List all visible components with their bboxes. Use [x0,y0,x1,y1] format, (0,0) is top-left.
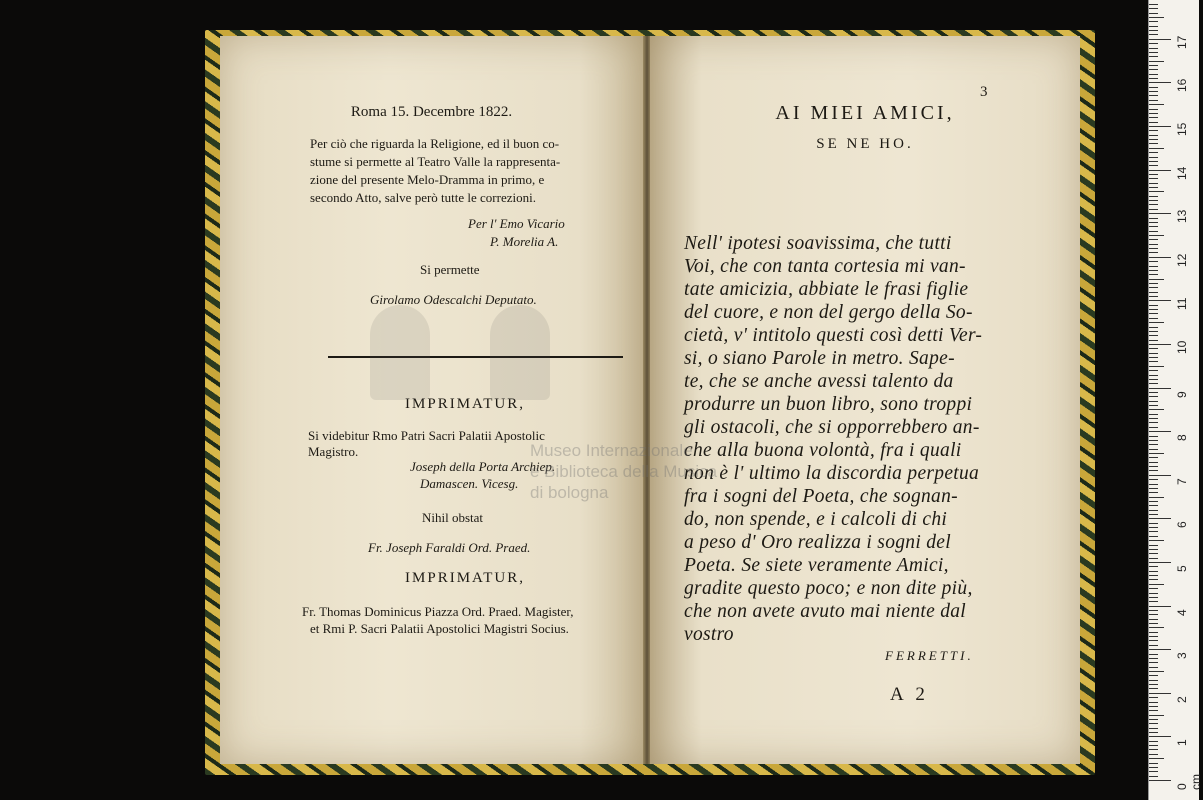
ruler-tick [1149,152,1158,153]
body-line: fra i sogni del Poeta, che sognan- [684,486,958,507]
ruler-tick [1149,571,1158,572]
ruler-tick [1149,357,1158,358]
piazza-line: et Rmi P. Sacri Palatii Apostolici Magistri Socius. [310,621,569,636]
ruler-tick [1149,697,1158,698]
ruler-tick [1149,754,1158,755]
ruler-tick [1149,8,1158,9]
ruler-tick [1149,693,1171,694]
ruler-tick [1149,767,1158,768]
deputato-signature: Girolamo Odescalchi Deputato. [370,292,537,307]
ruler-tick [1149,745,1158,746]
chapter-title: AI MIEI AMICI, [775,102,955,124]
ruler-number: 13 [1175,209,1189,224]
ruler-tick [1149,244,1158,245]
ruler-tick [1149,187,1158,188]
right-page [650,36,1080,764]
ruler-tick [1149,313,1158,314]
ruler-number: 9 [1175,390,1189,398]
library-watermark-logo [370,305,570,400]
ruler-tick [1149,361,1158,362]
permission-line: stume si permette al Teatro Valle la rappresenta- [310,154,561,169]
ruler-tick [1149,510,1158,511]
videbitur-line: Magistro. [308,444,359,459]
ruler-tick [1149,601,1158,602]
ruler-tick [1149,318,1158,319]
ruler-number: 1 [1175,739,1189,747]
ruler-tick [1149,52,1158,53]
ruler-tick [1149,270,1158,271]
archiep-line: Joseph della Porta Archiep. [410,459,556,474]
ruler-tick [1149,632,1158,633]
ruler-number: 15 [1175,122,1189,136]
ruler-tick [1149,74,1158,75]
ruler-tick [1149,575,1158,576]
ruler-tick [1149,671,1164,672]
ruler-tick [1149,654,1158,655]
ruler-tick [1149,640,1158,641]
ruler-tick [1149,462,1158,463]
ruler-tick [1149,553,1158,554]
ruler-tick [1149,309,1158,310]
ruler-tick [1149,61,1164,62]
ruler-tick [1149,161,1158,162]
ruler-tick [1149,296,1158,297]
ruler-tick [1149,645,1158,646]
faraldi-signature: Fr. Joseph Faraldi Ord. Praed. [368,540,531,555]
body-line: Voi, che con tanta cortesia mi van- [684,256,966,277]
ruler-tick [1149,527,1158,528]
ruler-tick [1149,427,1158,428]
body-line: vostro [684,624,734,645]
ruler-tick [1149,218,1158,219]
ruler-tick [1149,771,1158,772]
ruler-tick [1149,300,1171,301]
ruler-tick [1149,130,1158,131]
ruler-number: 16 [1175,79,1189,93]
ruler-tick [1149,200,1158,201]
ruler-tick [1149,117,1158,118]
ruler-tick [1149,444,1158,445]
ruler-tick [1149,274,1158,275]
ruler-tick [1149,139,1158,140]
ruler-tick [1149,680,1158,681]
body-line: cietà, v' intitolo questi così detti Ver- [684,325,983,346]
body-line: gradite questo poco; e non dite più, [684,578,973,599]
body-line: del cuore, e non del gergo della So- [684,302,973,323]
vicar-name: P. Morelia A. [490,234,559,249]
ruler-tick [1149,213,1171,214]
ruler-tick [1149,165,1158,166]
ruler-tick [1149,135,1158,136]
library-watermark-text [530,440,717,503]
body-line: gli ostacoli, che si opporrebbero an- [684,417,980,438]
ruler-tick [1149,4,1158,5]
ruler-tick [1149,684,1158,685]
ruler-tick [1149,231,1158,232]
ruler-tick [1149,579,1158,580]
ruler-tick [1149,235,1164,236]
ruler-tick [1149,174,1158,175]
watermark-line: e Biblioteca della Musica [530,462,718,481]
ruler-tick [1149,636,1158,637]
ruler-tick [1149,209,1158,210]
imprimatur-heading: IMPRIMATUR, [405,396,525,412]
ruler-tick [1149,305,1158,306]
ruler-tick [1149,545,1158,546]
ruler-tick [1149,414,1158,415]
ruler-tick [1149,353,1158,354]
ruler-tick [1149,78,1158,79]
ruler-tick [1149,279,1164,280]
ruler-tick [1149,48,1158,49]
ruler-tick [1149,266,1158,267]
ruler-tick [1149,396,1158,397]
ruler-tick [1149,87,1158,88]
ruler-tick [1149,662,1158,663]
ruler-tick [1149,658,1158,659]
ruler-tick [1149,531,1158,532]
ruler-tick [1149,457,1158,458]
ruler-tick [1149,606,1171,607]
permission-line: zione del presente Melo-Dramma in primo, e [310,172,545,187]
ruler-tick [1149,763,1158,764]
ruler-number: 12 [1175,253,1189,267]
chapter-subtitle: SE NE HO. [816,136,914,152]
ruler-tick [1149,375,1158,376]
ruler-tick [1149,148,1164,149]
ruler-tick [1149,222,1158,223]
ruler-tick [1149,749,1158,750]
page-number: 3 [980,84,988,100]
ruler-tick [1149,56,1158,57]
ruler-tick [1149,741,1158,742]
ruler-tick [1149,723,1158,724]
ruler-tick [1149,505,1158,506]
ruler-tick [1149,549,1158,550]
ruler-tick [1149,479,1158,480]
ruler-tick [1149,470,1158,471]
ruler-tick [1149,109,1158,110]
permission-line: secondo Atto, salve però tutte le correzioni. [310,190,536,205]
ruler-number: 5 [1175,565,1189,572]
body-line: Nell' ipotesi soavissima, che tutti [684,233,952,254]
body-line: si, o siano Parole in metro. Sape- [684,348,955,369]
body-line: te, che se anche avessi talento da [684,371,954,392]
ruler-tick [1149,431,1171,432]
body-line: tate amicizia, abbiate le frasi figlie [684,279,969,300]
ruler-tick [1149,562,1171,563]
ruler-tick [1149,183,1158,184]
body-line: non è l' ultimo la discordia perpetua [684,463,980,484]
ruler-tick [1149,614,1158,615]
imprimatur-heading: IMPRIMATUR, [405,570,525,586]
ruler-tick [1149,610,1158,611]
ruler-tick [1149,113,1158,114]
ruler-tick [1149,719,1158,720]
dateline: Roma 15. Decembre 1822. [350,104,513,120]
ruler-tick [1149,283,1158,284]
author-signature: FERRETTI. [885,648,974,663]
ruler-tick [1149,466,1158,467]
book-cover [205,30,1095,775]
ruler-tick [1149,335,1158,336]
ruler-tick [1149,104,1164,105]
signature-mark: A 2 [890,684,929,705]
vicar-title: Per l' Emo Vicario [468,216,565,231]
body-line: che non avete avuto mai niente dal [684,601,967,622]
ruler-number: 14 [1175,166,1189,180]
ruler-tick [1149,344,1171,345]
ruler-tick [1149,702,1158,703]
ruler-tick [1149,191,1164,192]
ruler-tick [1149,388,1171,389]
ruler-tick [1149,370,1158,371]
ruler-tick [1149,514,1158,515]
ruler-tick [1149,649,1171,650]
permission-line: Per ciò che riguarda la Religione, ed il buon co- [310,136,560,151]
ruler-number: 8 [1175,434,1189,442]
ruler-tick [1149,340,1158,341]
ruler-tick [1149,501,1158,502]
ruler-tick [1149,488,1158,489]
ruler-tick [1149,540,1164,541]
ruler-tick [1149,497,1164,498]
ruler-tick [1149,100,1158,101]
ruler-number: 6 [1175,521,1189,529]
ruler-tick [1149,17,1164,18]
body-line: Poeta. Se siete veramente Amici, [684,555,949,576]
ruler-tick [1149,736,1171,737]
videbitur-line: Si videbitur Rmo Patri Sacri Palatii Apostolic [308,428,545,443]
ruler-tick [1149,418,1158,419]
ruler-tick [1149,706,1158,707]
body-line: a peso d' Oro realizza i sogni del [684,532,951,553]
ruler-tick [1149,379,1158,380]
si-permette: Si permette [420,262,480,277]
ruler-tick [1149,170,1171,171]
ruler-tick [1149,667,1158,668]
ruler-tick [1149,178,1158,179]
body-line: che alla buona volontà, fra i quali [684,440,962,461]
ruler-tick [1149,91,1158,92]
ruler-tick [1149,710,1158,711]
ruler-tick [1149,627,1164,628]
ruler-number: 3 [1175,652,1189,660]
ruler-number: 10 [1175,340,1189,354]
ruler-tick [1149,619,1158,620]
ruler-tick [1149,39,1171,40]
ruler-tick [1149,30,1158,31]
ruler-tick [1149,322,1164,323]
ruler-tick [1149,675,1158,676]
measurement-ruler [1148,0,1203,800]
ruler-tick [1149,440,1158,441]
ruler-tick [1149,43,1158,44]
ruler-tick [1149,327,1158,328]
ruler-tick [1149,248,1158,249]
ruler-tick [1149,732,1158,733]
ruler-tick [1149,401,1158,402]
ruler-tick [1149,584,1164,585]
ruler-tick [1149,143,1158,144]
watermark-line: di bologna [530,483,609,502]
ruler-tick [1149,383,1158,384]
ruler-tick [1149,484,1158,485]
ruler-tick [1149,558,1158,559]
ruler-number: 11 [1175,297,1189,311]
ruler-number: 2 [1175,696,1189,703]
ruler-tick [1149,449,1158,450]
ruler-tick [1149,13,1158,14]
ruler-tick [1149,257,1171,258]
body-line: do, non spende, e i calcoli di chi [684,509,948,530]
piazza-line: Fr. Thomas Dominicus Piazza Ord. Praed. Magister, [302,604,574,619]
ruler-tick [1149,239,1158,240]
ruler-tick [1149,226,1158,227]
ruler-tick [1149,536,1158,537]
ruler-tick [1149,422,1158,423]
ruler-tick [1149,475,1171,476]
ruler-tick [1149,728,1158,729]
ruler-tick [1149,204,1158,205]
ruler-tick [1149,715,1164,716]
ruler-tick [1149,122,1158,123]
watermark-line: Museo Internazionale [530,441,693,460]
ruler-tick [1149,292,1158,293]
ruler-tick [1149,623,1158,624]
ruler-tick [1149,523,1158,524]
ruler-unit: 0 cm [1175,774,1203,790]
ruler-number: 17 [1175,35,1189,49]
ruler-tick [1149,780,1171,781]
ruler-tick [1149,588,1158,589]
ruler-tick [1149,348,1158,349]
ruler-tick [1149,126,1171,127]
ruler-tick [1149,409,1164,410]
ruler-tick [1149,69,1158,70]
ruler-tick [1149,492,1158,493]
left-page [220,36,643,764]
ruler-tick [1149,776,1158,777]
ruler-tick [1149,436,1158,437]
ruler-number: 4 [1175,608,1189,616]
ruler-tick [1149,597,1158,598]
ruler-tick [1149,758,1164,759]
ruler-tick [1149,252,1158,253]
body-line: produrre un buon libro, sono troppi [684,394,973,415]
ruler-tick [1149,453,1164,454]
nihil-obstat: Nihil obstat [422,510,484,525]
ruler-tick [1149,261,1158,262]
ruler-tick [1149,566,1158,567]
ruler-tick [1149,21,1158,22]
ruler-tick [1149,593,1158,594]
ruler-number: 7 [1175,478,1189,485]
ruler-tick [1149,34,1158,35]
ruler-tick [1149,405,1158,406]
ruler-tick [1149,157,1158,158]
ruler-tick [1149,65,1158,66]
ruler-tick [1149,287,1158,288]
ruler-tick [1149,196,1158,197]
ruler-tick [1149,518,1171,519]
ruler-tick [1149,688,1158,689]
ruler-tick [1149,366,1164,367]
ruler-tick [1149,95,1158,96]
archiep-line: Damascen. Vicesg. [420,476,519,491]
ruler-tick [1149,331,1158,332]
ruler-tick [1149,26,1158,27]
ruler-tick [1149,392,1158,393]
ruler-tick [1149,82,1171,83]
